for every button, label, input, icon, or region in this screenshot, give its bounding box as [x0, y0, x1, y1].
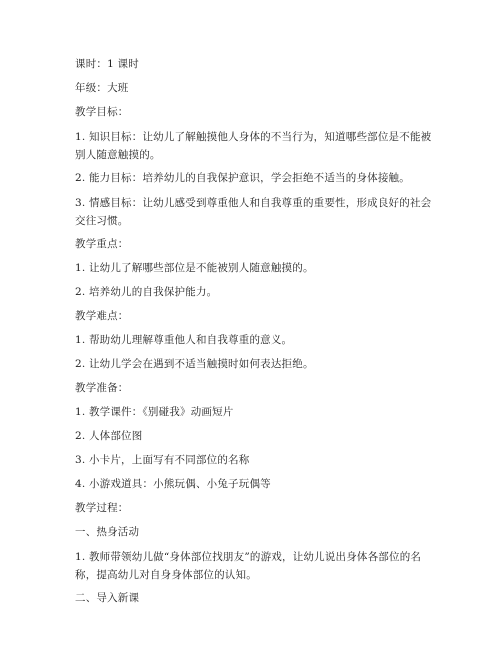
- section-heading-preparation: 教学准备：: [75, 382, 129, 394]
- difficulty-1: 1. 帮助幼儿理解尊重他人和自我尊重的意义。: [75, 334, 293, 346]
- process-step-warmup: 一、热身活动: [75, 526, 140, 538]
- preparation-item-3: 3. 小卡片，上面写有不同部位的名称: [75, 454, 250, 466]
- preparation-item-1: 1. 教学课件：《别碰我》动画短片: [75, 406, 234, 418]
- section-heading-process: 教学过程：: [75, 502, 129, 514]
- process-step-introduction: 二、导入新课: [75, 592, 140, 604]
- objective-emotion: 3. 情感目标：让幼儿感受到尊重他人和自我尊重的重要性，形成良好的社会交往习惯。: [75, 197, 432, 227]
- key-point-1: 1. 让幼儿了解哪些部位是不能被别人随意触摸的。: [75, 262, 314, 274]
- objective-ability: 2. 能力目标：培养幼儿的自我保护意识，学会拒绝不适当的身体接触。: [75, 172, 410, 184]
- section-heading-difficulties: 教学难点：: [75, 310, 129, 322]
- section-heading-key-points: 教学重点：: [75, 238, 129, 250]
- section-heading-objectives: 教学目标：: [75, 106, 129, 118]
- warmup-activity-1: 1. 教师带领幼儿做“身体部位找朋友”的游戏，让幼儿说出身体各部位的名称，提高幼儿对自身身体部位的认知。: [75, 551, 422, 581]
- difficulty-2: 2. 让幼儿学会在遇到不适当触摸时如何表达拒绝。: [75, 358, 314, 370]
- lesson-duration: 课时：1 课时: [75, 58, 139, 70]
- key-point-2: 2. 培养幼儿的自我保护能力。: [75, 286, 218, 298]
- preparation-item-2: 2. 人体部位图: [75, 430, 143, 442]
- objective-knowledge: 1. 知识目标：让幼儿了解触摸他人身体的不当行为，知道哪些部位是不能被别人随意触摸的。: [75, 131, 432, 161]
- grade-level: 年级：大班: [75, 82, 129, 94]
- preparation-item-4: 4. 小游戏道具：小熊玩偶、小兔子玩偶等: [75, 478, 271, 490]
